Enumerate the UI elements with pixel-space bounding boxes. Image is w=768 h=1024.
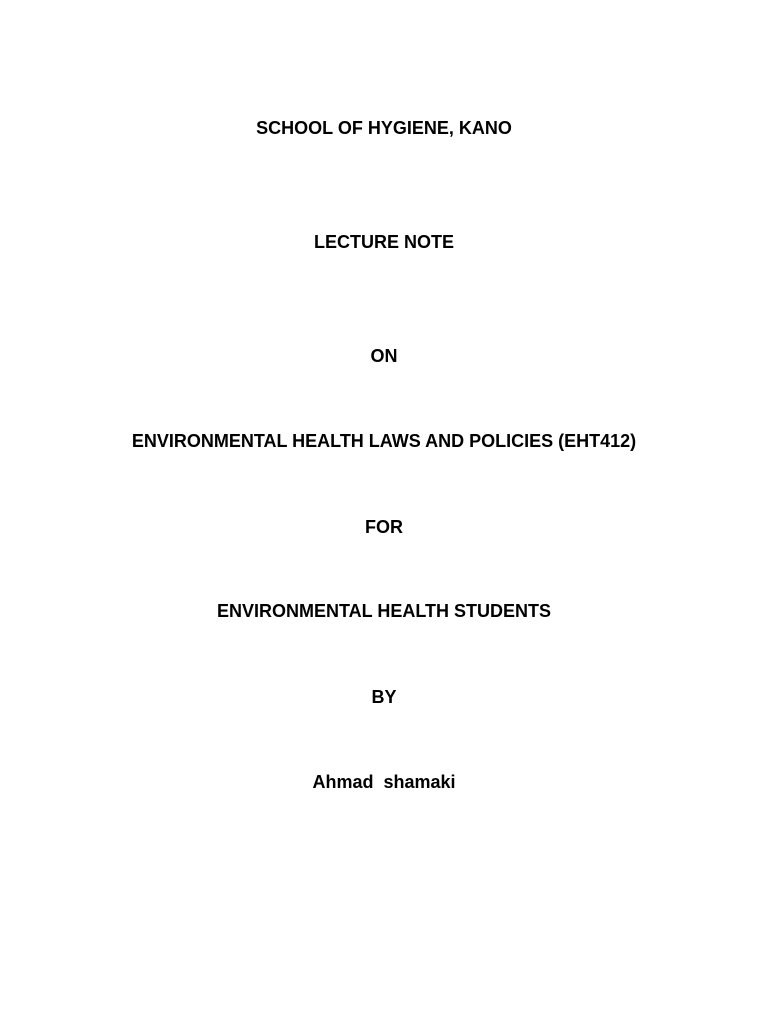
- institution-name: SCHOOL OF HYGIENE, KANO: [256, 118, 512, 138]
- author-name: Ahmad shamaki: [312, 772, 456, 792]
- for-label: FOR: [365, 517, 403, 537]
- course-title: ENVIRONMENTAL HEALTH LAWS AND POLICIES (EHT412): [131, 431, 637, 451]
- on-label: ON: [370, 346, 398, 366]
- document-type: LECTURE NOTE: [313, 232, 454, 252]
- audience-label: ENVIRONMENTAL HEALTH STUDENTS: [216, 601, 551, 621]
- by-label: BY: [371, 687, 397, 707]
